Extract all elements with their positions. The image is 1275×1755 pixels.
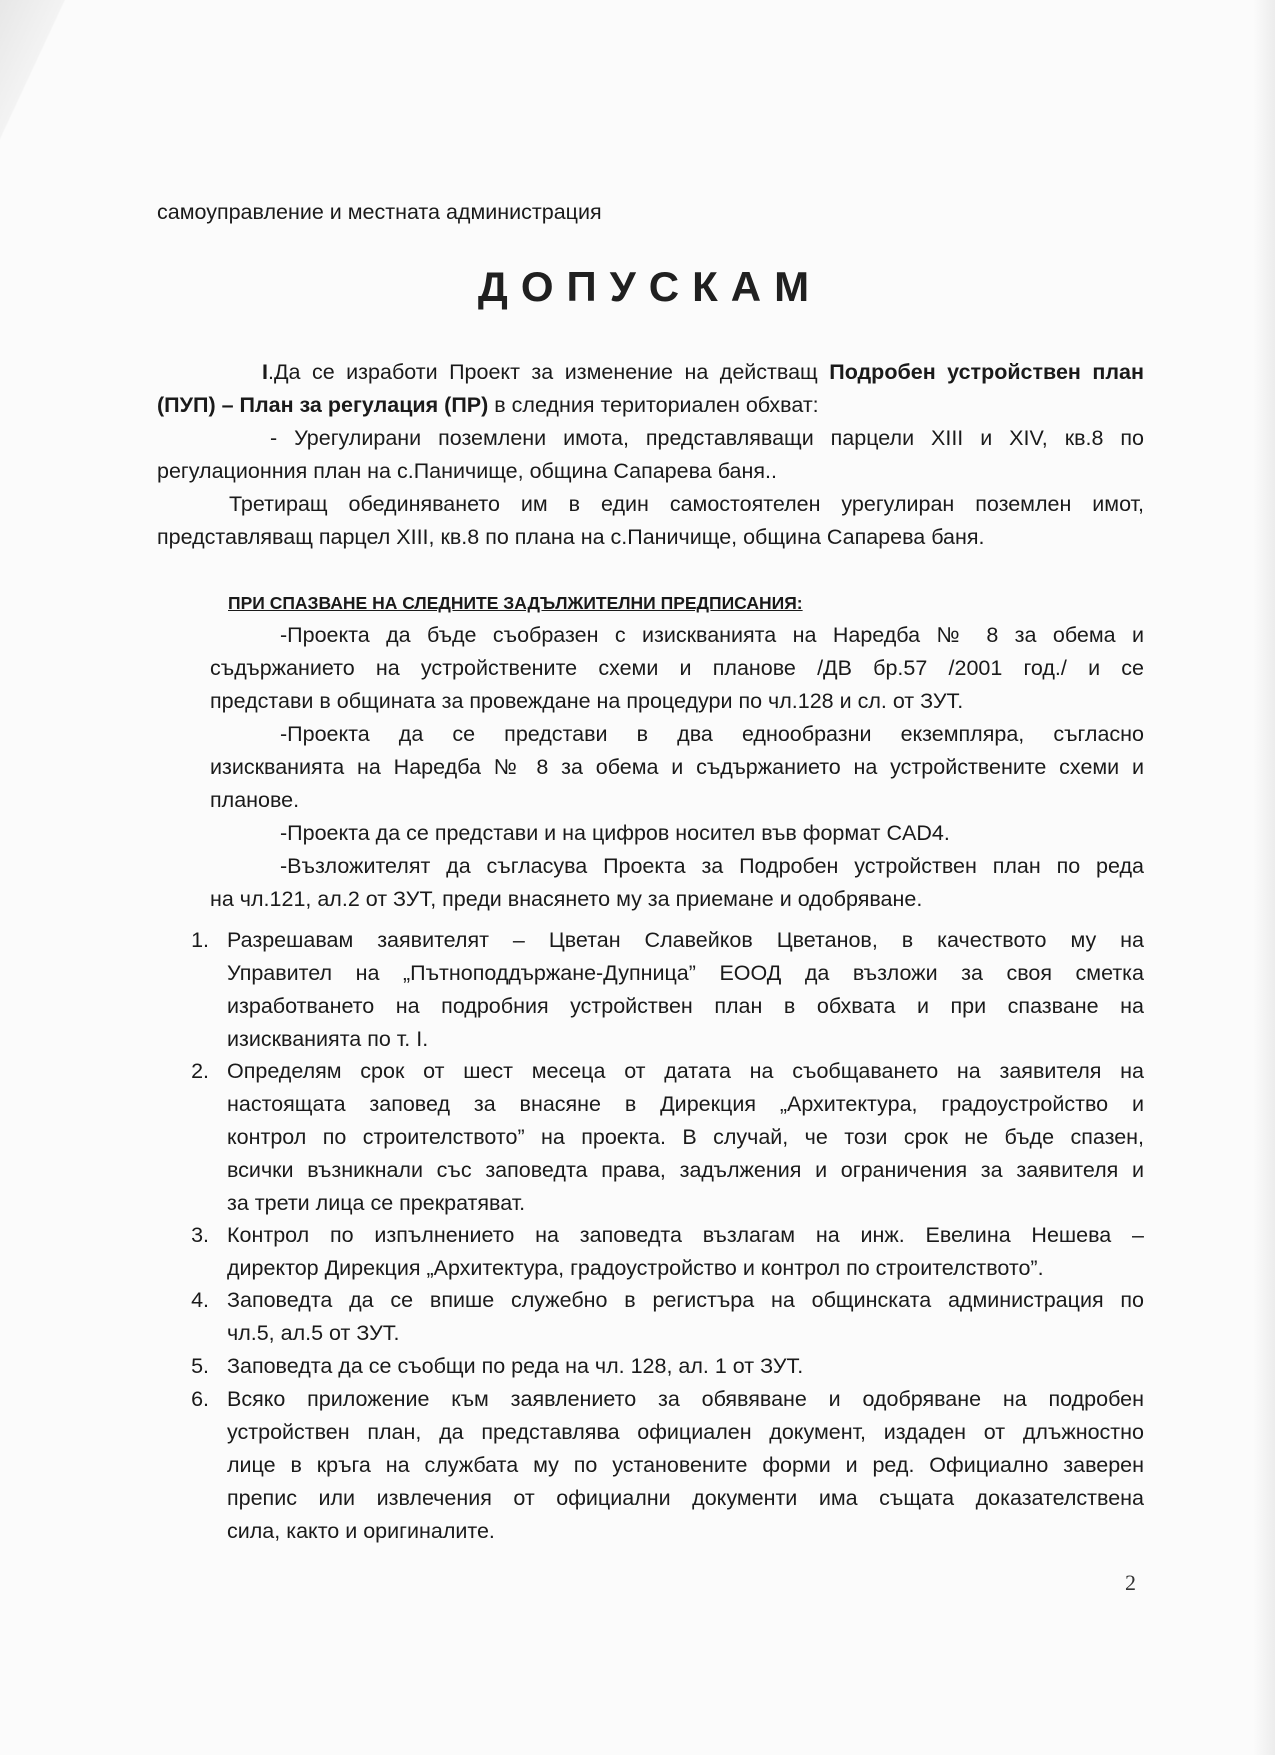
prescription-line: представи в общината за провеждане на процедури по чл.128 и сл. от ЗУТ. [210, 689, 964, 713]
numbered-item-3 [187, 1219, 1144, 1285]
section-one [157, 356, 1144, 554]
prescription-line: -Проекта да се представи и на цифров носител във формат CAD4. [280, 821, 950, 845]
section-one-line: - Урегулирани поземлени имота, представляващи парцели XIII и XIV, кв.8 по [270, 426, 1144, 450]
item-line: Заповедта да се съобщи по реда на чл. 128, ал. 1 от ЗУТ. [227, 1354, 804, 1378]
item-line: изискванията по т. I. [227, 1027, 429, 1051]
item-line: всички възникнали със заповедта права, задължения и ограничения за заявителя и [227, 1158, 1144, 1182]
item-line: препис или извлечения от официални документи има същата доказателствена [227, 1486, 1144, 1510]
item-line: устройствен план, да представлява официален документ, издаден от длъжностно [227, 1420, 1144, 1444]
item-line: чл.5, ал.5 от ЗУТ. [227, 1321, 400, 1345]
item-number: 5. [191, 1354, 209, 1378]
numbered-item-2 [187, 1055, 1144, 1220]
section-one-line: регулационния план на с.Паничище, община Сапарева баня.. [157, 459, 777, 483]
item-line: Определям срок от шест месеца от датата на съобщаването на заявителя на [227, 1059, 1144, 1083]
order-heading: ДОПУСКАМ [477, 263, 823, 310]
item-number: 6. [191, 1387, 209, 1411]
item-line: сила, както и оригиналите. [227, 1519, 495, 1543]
item-number: 2. [191, 1059, 209, 1083]
numbered-item-6 [187, 1383, 1144, 1548]
item-line: изработването на подробния устройствен план в обхвата и при спазване на [227, 994, 1144, 1018]
item-line: за трети лица се прекратяват. [227, 1191, 526, 1215]
prescription-4 [210, 850, 1144, 916]
prescription-line: изискванията на Наредба № 8 за обема и съдържанието на устройствените схеми и [210, 755, 1144, 779]
item-line: Управител на „Пътноподдържане-Дупница” ЕООД да възложи за своя сметка [227, 961, 1144, 985]
prescription-line: планове. [210, 788, 300, 812]
section-one-line: I.Да се изработи Проект за изменение на действащ Подробен устройствен план [262, 360, 1144, 384]
prescription-line: -Проекта да се представи в два еднообразни екземпляра, съгласно [280, 722, 1144, 746]
prescription-line: съдържанието на устройствените схеми и планове /ДВ бр.57 /2001 год./ и се [210, 656, 1144, 680]
item-line: контрол по строителството” на проекта. В случай, че този срок не бъде спазен, [227, 1125, 1144, 1149]
section-one-line: представляващ парцел XIII, кв.8 по плана на с.Паничище, община Сапарева баня. [157, 525, 985, 549]
item-line: лице в кръга на службата му по установените форми и ред. Официално заверен [227, 1453, 1144, 1477]
numbered-item-4 [187, 1284, 1144, 1350]
prescription-line: -Проекта да бъде съобразен с изискванията на Наредба № 8 за обема и [280, 623, 1144, 647]
prescription-3 [210, 817, 1144, 850]
item-line: Всяко приложение към заявлението за обявяване и одобряване на подробен [227, 1387, 1144, 1411]
item-number: 1. [191, 928, 209, 952]
item-line: Контрол по изпълнението на заповедта възлагам на инж. Евелина Нешева – [227, 1223, 1144, 1247]
prescription-line: на чл.121, ал.2 от ЗУТ, преди внасянето му за приемане и одобряване. [210, 887, 923, 911]
carry-over-line: самоуправление и местната администрация [157, 200, 602, 224]
item-line: настоящата заповед за внасяне в Дирекция „Архитектура, градоустройство и [227, 1092, 1144, 1116]
item-number: 4. [191, 1288, 209, 1312]
section-one-line: Третиращ обединяването им в един самостоятелен урегулиран поземлен имот, [229, 492, 1144, 516]
item-line: директор Дирекция „Архитектура, градоустройство и контрол по строителството”. [227, 1256, 1044, 1280]
item-number: 3. [191, 1223, 209, 1247]
numbered-item-5 [187, 1350, 1144, 1383]
numbered-item-1 [187, 924, 1144, 1056]
item-line: Разрешавам заявителят – Цветан Славейков Цветанов, в качеството му на [227, 928, 1144, 952]
prescription-line: -Възложителят да съгласува Проекта за Подробен устройствен план по реда [280, 854, 1144, 878]
scan-fold-corner [0, 0, 90, 150]
prescription-2 [210, 718, 1144, 817]
item-line: Заповедта да се впише служебно в регистъра на общинската администрация по [227, 1288, 1144, 1312]
prescription-1 [210, 619, 1144, 718]
prescriptions-title: ПРИ СПАЗВАНЕ НА СЛЕДНИТЕ ЗАДЪЛЖИТЕЛНИ ПРЕДПИСАНИЯ: [228, 593, 803, 613]
section-one-line: (ПУП) – План за регулация (ПР) в следния териториален обхват: [157, 393, 819, 417]
page-number: 2 [1125, 1570, 1136, 1595]
